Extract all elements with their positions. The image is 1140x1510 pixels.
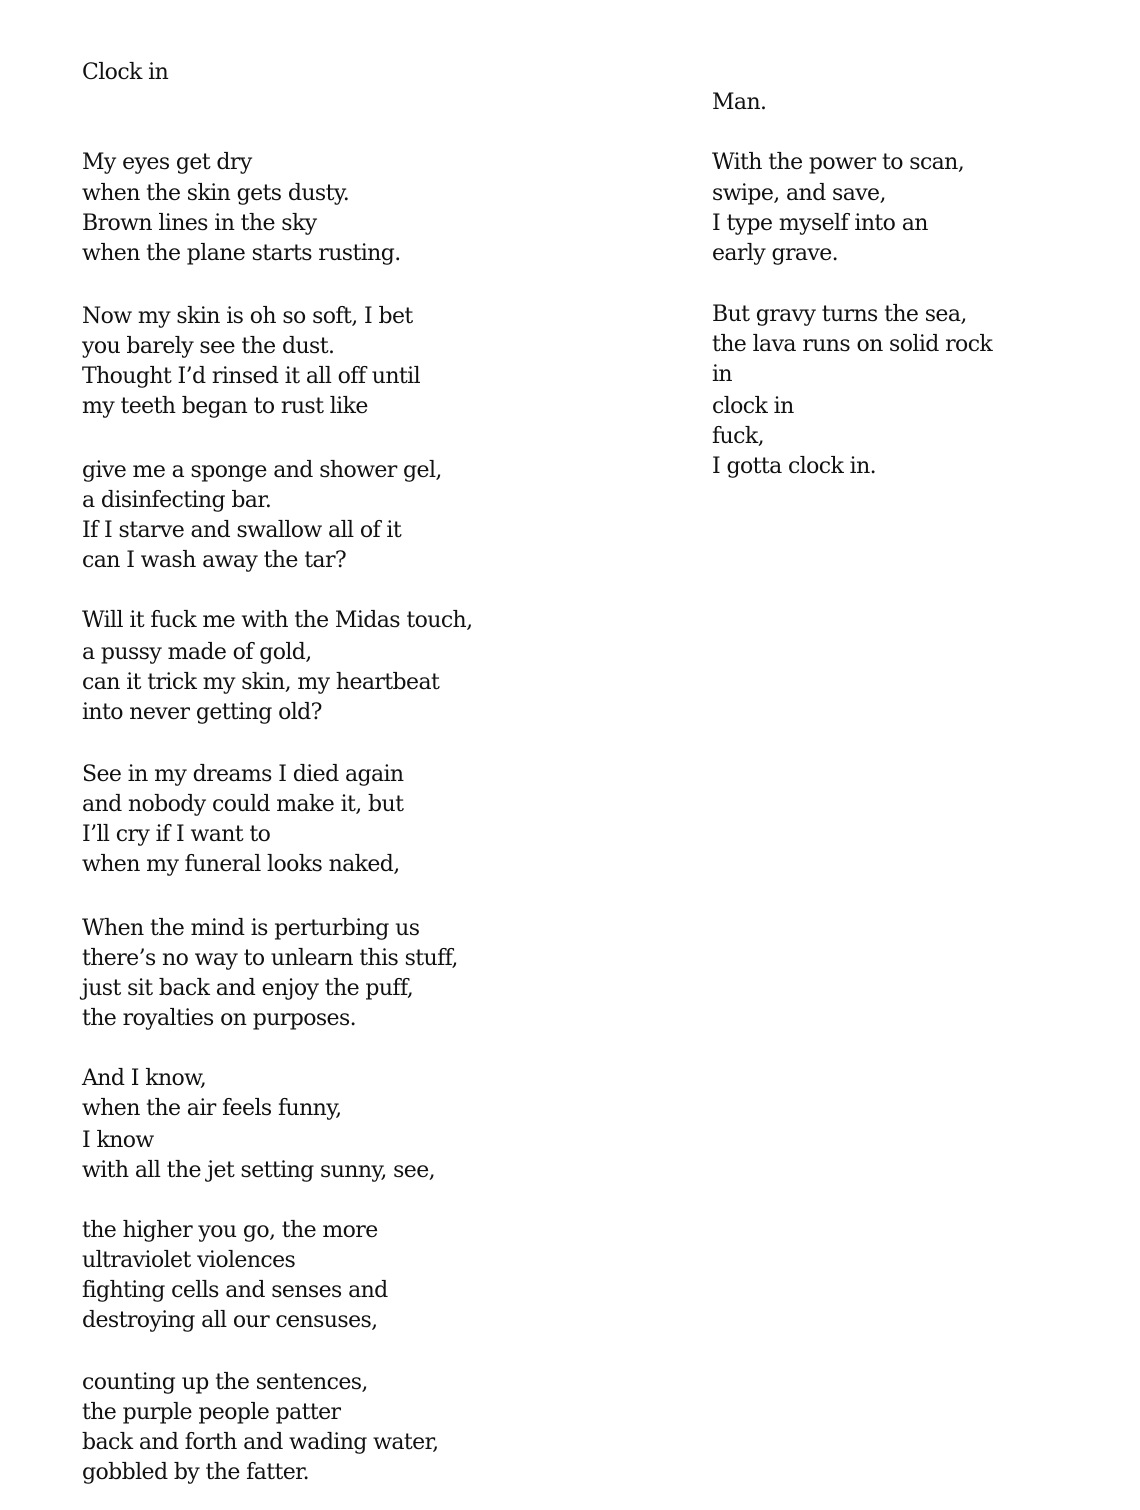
poem-line: Will it fuck me with the Midas touch, — [82, 608, 473, 633]
poem-line: swipe, and save, — [712, 181, 886, 206]
poem-line: can it trick my skin, my heartbeat — [82, 670, 440, 695]
poem-line: into never getting old? — [82, 700, 322, 725]
poem-line: ultraviolet violences — [82, 1248, 296, 1273]
poem-line: I type myself into an — [712, 211, 928, 236]
poem-line: with all the jet setting sunny, see, — [82, 1158, 436, 1183]
poem-line: If I starve and swallow all of it — [82, 518, 402, 543]
poem-line: the higher you go, the more — [82, 1218, 378, 1243]
poem-line: Man. — [712, 90, 767, 115]
poem-title: Clock in — [82, 60, 169, 85]
poem-line: just sit back and enjoy the puff, — [82, 976, 414, 1001]
poem-line: Thought I’d rinsed it all off until — [82, 364, 421, 389]
poem-line: Now my skin is oh so soft, I bet — [82, 304, 413, 329]
poem-line: the royalties on purposes. — [82, 1006, 357, 1031]
poem-line: When the mind is perturbing us — [82, 916, 420, 941]
poem-line: destroying all our censuses, — [82, 1308, 378, 1333]
poem-line: there’s no way to unlearn this stuff, — [82, 946, 458, 971]
poem-line: give me a sponge and shower gel, — [82, 458, 442, 483]
poem-line: and nobody could make it, but — [82, 792, 404, 817]
poem-line: My eyes get dry — [82, 150, 252, 175]
poem-line: early grave. — [712, 241, 839, 266]
poem-line: Brown lines in the sky — [82, 211, 317, 236]
poem-line: I gotta clock in. — [712, 454, 877, 479]
poem-line: you barely see the dust. — [82, 334, 335, 359]
poem-line: fuck, — [712, 424, 764, 449]
poem-line: I know — [82, 1128, 154, 1153]
poem-line: fighting cells and senses and — [82, 1278, 388, 1303]
poem-line: But gravy turns the sea, — [712, 302, 967, 327]
poem-line: when the plane starts rusting. — [82, 241, 401, 266]
poem-line: See in my dreams I died again — [82, 762, 404, 787]
poem-line: a disinfecting bar. — [82, 488, 272, 513]
poem-line: And I know, — [82, 1066, 207, 1091]
poem-line: gobbled by the fatter. — [82, 1460, 310, 1485]
poem-line: the purple people patter — [82, 1400, 341, 1425]
poem-line: With the power to scan, — [712, 150, 965, 175]
poem-line: clock in — [712, 394, 794, 419]
poem-line: my teeth began to rust like — [82, 394, 368, 419]
poem-line: when the air feels funny, — [82, 1096, 342, 1121]
poem-line: in — [712, 362, 733, 387]
poem-line: counting up the sentences, — [82, 1370, 368, 1395]
poem-line: the lava runs on solid rock — [712, 332, 993, 357]
poem-line: when my funeral looks naked, — [82, 852, 400, 877]
poem-line: back and forth and wading water, — [82, 1430, 439, 1455]
poem-line: can I wash away the tar? — [82, 548, 347, 573]
poem-line: I’ll cry if I want to — [82, 822, 271, 847]
poem-line: a pussy made of gold, — [82, 640, 312, 665]
poem-line: when the skin gets dusty. — [82, 181, 350, 206]
